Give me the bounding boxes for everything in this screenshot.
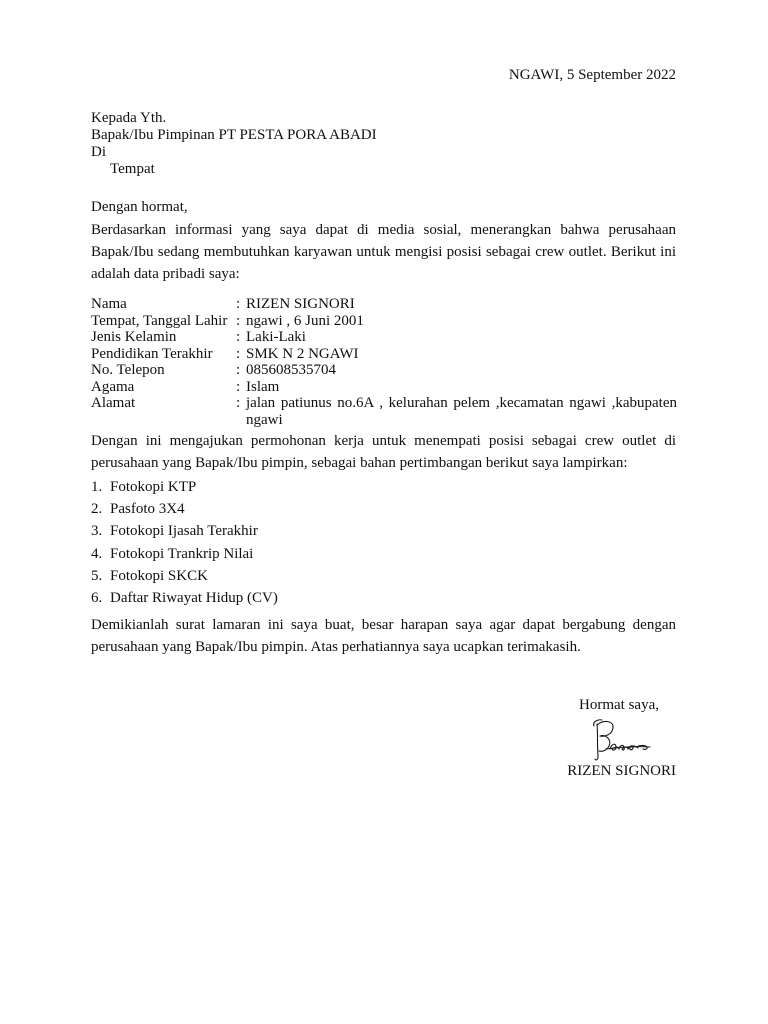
greeting: Dengan hormat,	[91, 199, 188, 215]
personal-data-row	[91, 395, 677, 428]
personal-data-value: ngawi , 6 Juni 2001	[246, 312, 364, 329]
personal-data-label: Jenis Kelamin	[91, 329, 177, 345]
personal-data-label: Pendidikan Terakhir	[91, 345, 213, 362]
attachment-item	[91, 498, 278, 520]
attachment-item	[91, 476, 278, 498]
personal-data-label: No. Telepon	[91, 362, 165, 378]
attachment-text: Fotokopi SKCK	[110, 567, 208, 584]
personal-data-value: 085608535704	[246, 362, 336, 378]
attachment-item	[91, 587, 278, 609]
attachment-text: Pasfoto 3X4	[110, 501, 185, 518]
personal-data-colon: :	[236, 378, 241, 395]
personal-data-value: Laki-Laki	[246, 329, 306, 345]
personal-data-label: Nama	[91, 296, 127, 312]
personal-data-colon: :	[236, 312, 241, 329]
personal-data-row	[91, 329, 677, 346]
attachment-item	[91, 520, 278, 542]
attachment-item	[91, 543, 278, 565]
personal-data-row	[91, 362, 677, 379]
recipient-address	[91, 110, 377, 178]
personal-data-value: SMK N 2 NGAWI	[246, 345, 359, 362]
attachment-number: 2.	[91, 501, 103, 518]
personal-data-label: Tempat, Tanggal Lahir	[91, 312, 228, 329]
signer-name: RIZEN SIGNORI	[567, 763, 676, 779]
personal-data-table	[91, 296, 677, 428]
attachment-number: 6.	[91, 589, 103, 606]
attachment-item	[91, 565, 278, 587]
recipient-line-1: Kepada Yth.	[91, 110, 167, 126]
attachment-number: 3.	[91, 523, 103, 540]
recipient-line-4: Tempat	[110, 161, 155, 177]
intro-paragraph: Berdasarkan informasi yang saya dapat di media sosial, menerangkan bahwa perusahaan Bapak/Ibu sedang membutuhkan karyawan untuk mengisi posisi sebagai crew outlet. Berikut ini adalah data pribadi saya:	[91, 222, 676, 282]
personal-data-label: Alamat	[91, 395, 136, 411]
attachment-text: Fotokopi Trankrip Nilai	[110, 545, 254, 562]
closing-salutation: Hormat saya,	[579, 697, 659, 713]
attachment-text: Fotokopi Ijasah Terakhir	[110, 523, 258, 540]
personal-data-colon: :	[236, 395, 241, 411]
attachment-text: Fotokopi KTP	[110, 479, 197, 495]
attachment-list	[91, 476, 278, 609]
attachment-number: 5.	[91, 567, 103, 584]
personal-data-colon: :	[236, 296, 241, 312]
attachment-text: Daftar Riwayat Hidup (CV)	[110, 589, 278, 606]
place-date: NGAWI, 5 September 2022	[508, 67, 676, 83]
personal-data-colon: :	[236, 345, 241, 362]
personal-data-value: RIZEN SIGNORI	[246, 296, 355, 312]
application-paragraph: Dengan ini mengajukan permohonan kerja untuk menempati posisi sebagai crew outlet di perusahaan yang Bapak/Ibu pimpin, sebagai bahan pertimbangan berikut saya lampirkan:	[91, 433, 676, 471]
personal-data-row	[91, 346, 677, 363]
personal-data-colon: :	[236, 362, 241, 378]
recipient-line-2: Bapak/Ibu Pimpinan PT PESTA PORA ABADI	[91, 127, 377, 143]
personal-data-value: Islam	[246, 378, 280, 395]
signature-icon	[588, 716, 656, 764]
attachment-number: 4.	[91, 545, 103, 562]
attachment-number: 1.	[91, 479, 103, 495]
personal-data-value: jalan patiunus no.6A , kelurahan pelem ,kecamatan ngawi ,kabupaten ngawi	[246, 395, 677, 428]
closing-paragraph: Demikianlah surat lamaran ini saya buat, besar harapan saya agar dapat bergabung dengan perusahaan yang Bapak/Ibu pimpin. Atas perhatiannya saya ucapkan terimakasih.	[91, 617, 676, 655]
personal-data-row	[91, 296, 677, 313]
recipient-line-3: Di	[91, 144, 106, 160]
personal-data-colon: :	[236, 329, 241, 345]
personal-data-row	[91, 313, 677, 330]
personal-data-label: Agama	[91, 378, 135, 395]
personal-data-row	[91, 379, 677, 396]
